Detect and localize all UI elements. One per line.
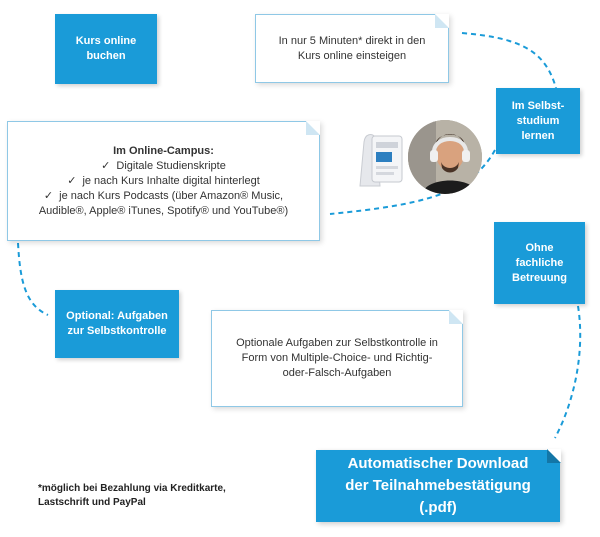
aufgaben-card — [211, 310, 463, 407]
campus-item: ✓ Digitale Studienskripte — [101, 159, 226, 172]
campus-item: ✓ je nach Kurs Podcasts (über Amazon® Music, Audible®, Apple® iTunes, Spotify® und YouTube®) — [38, 189, 289, 217]
connector-campus-optional — [18, 243, 48, 315]
ohne-betreuung-label: Ohne fachliche Betreuung — [512, 241, 567, 284]
selbststudium-box — [496, 88, 580, 154]
selbststudium-label: Im Selbst-studium lernen — [511, 99, 565, 142]
fold-corner — [547, 449, 561, 463]
final-download-label: Automatischer Download der Teilnahmebestätigung (.pdf) — [345, 455, 531, 516]
check-icon: ✓ — [67, 174, 77, 187]
aufgaben-text: Optionale Aufgaben zur Selbstkontrolle in Form von Multiple-Choice- und Richtig-oder-Falsch-Aufgaben — [236, 337, 438, 379]
student-photo — [408, 120, 482, 194]
online-campus-card — [7, 121, 320, 241]
connector-einstieg-selbststudium — [462, 33, 556, 88]
fold-corner — [449, 310, 463, 324]
connector-ohne-final — [555, 306, 580, 438]
fold-corner — [435, 14, 449, 28]
check-icon: ✓ — [101, 159, 111, 172]
person-with-headphones-icon — [408, 120, 482, 194]
footnote: *möglich bei Bezahlung via Kreditkarte, Lastschrift und PayPal — [38, 483, 226, 508]
speaker-tablet-icon — [350, 128, 412, 188]
optional-aufgaben-box — [55, 290, 179, 358]
kurs-buchen-label: Kurs online buchen — [75, 35, 137, 62]
check-icon: ✓ — [43, 189, 54, 202]
ohne-betreuung-box — [494, 222, 585, 304]
final-download-box — [316, 450, 560, 522]
optional-aufgaben-label: Optional: Aufgaben zur Selbstkontrolle — [66, 310, 168, 337]
campus-title: Im Online-Campus: — [113, 144, 214, 157]
einstieg-text: In nur 5 Minuten* direkt in den Kurs online einsteigen — [278, 34, 426, 62]
campus-item: ✓ je nach Kurs Inhalte digital hinterlegt — [67, 174, 260, 187]
fold-corner — [306, 121, 320, 135]
einstieg-card — [255, 14, 449, 83]
kurs-buchen-box — [55, 14, 157, 84]
